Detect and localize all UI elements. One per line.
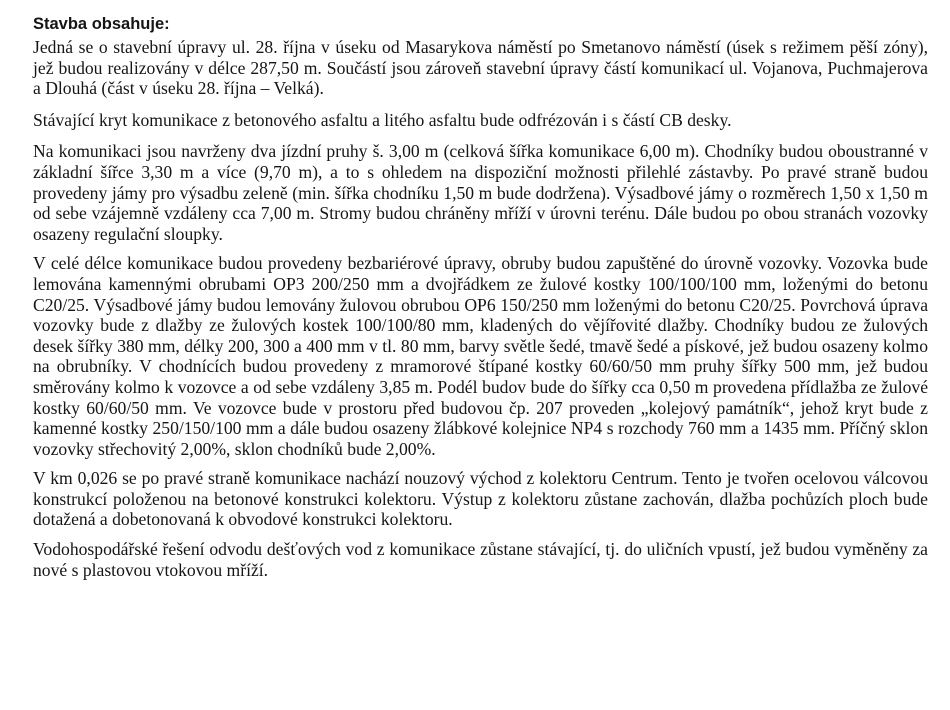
paragraph-materials: V celé délce komunikace budou provedeny bezbariérové úpravy, obruby budou zapuštěné do úrovně vozovky. Vozovka bude lemována kamennými obrubami OP3 200/250 mm a dvojřádkem ze žulové kostky 100/100/100 mm, loženými do betonu C20/25. Výsadbové jámy budou lemovány žulovou obrubou OP6 150/250 mm loženými do betonu C20/25. Povrchová úprava vozovky bude z dlažby ze žulových kostek 100/100/80 mm, kladených do vějířovité dlažby. Chodníky budou ze žulových desek šířky 380 mm, délky 200, 300 a 400 mm v tl. 80 mm, barvy světle šedé, tmavě šedé a pískové, jež budou osazeny kolmo na obrubníky. V chodnících budou provedeny z mramorové štípané kostky 60/60/50 mm pruhy šířky 500 mm, jež budou směrovány kolmo k vozovce a od sebe vzdáleny 3,85 m. Podél budov bude do šířky cca 0,50 m provedena přídlažba ze žulové kostky 60/60/50 mm. Ve vozovce bude v prostoru před budovou čp. 207 proveden „kolejový památník“, jehož kryt bude z kamenné kostky 250/150/100 mm a dále budou osazeny žlábkové kolejnice NP4 s rozchody 760 mm a 1435 mm. Příčný sklon vozovky střechovitý 2,00%, sklon chodníků bude 2,00%. bbox=[33, 253, 928, 459]
paragraph-lanes-sidewalks: Na komunikaci jsou navrženy dva jízdní pruhy š. 3,00 m (celková šířka komunikace 6,00 m). Chodníky budou oboustranné v základní šířce 3,30 m a více (9,70 m), a to s ohledem na dispoziční možnosti přilehlé zástavby. Po pravé straně budou provedeny jámy pro výsadbu zeleně (min. šířka chodníku 1,50 m bude dodržena). Výsadbové jámy o rozměrech 1,50 x 1,50 m od sebe vzájemně vzdáleny cca 7,00 m. Stromy budou chráněny mříží v úrovni terénu. Dále budou po obou stranách vozovky osazeny regulační sloupky. bbox=[33, 141, 928, 244]
paragraph-drainage: Vodohospodářské řešení odvodu dešťových vod z komunikace zůstane stávající, tj. do uličních vpustí, jež budou vyměněny za nové s plastovou vtokovou mříží. bbox=[33, 539, 928, 580]
section-heading: Stavba obsahuje: bbox=[33, 15, 170, 33]
paragraph-existing-surface: Stávající kryt komunikace z betonového asfaltu a litého asfaltu bude odfrézován i s částí CB desky. bbox=[33, 109, 732, 130]
paragraph-emergency-exit: V km 0,026 se po pravé straně komunikace nachází nouzový východ z kolektoru Centrum. Tento je tvořen ocelovou válcovou konstrukcí položenou na betonové konstrukci kolektoru. Výstup z kolektoru zůstane zachován, dlažba pochůzích ploch bude dotažená a dobetonovaná k obvodové konstrukci kolektoru. bbox=[33, 468, 928, 530]
paragraph-scope: Jedná se o stavební úpravy ul. 28. října v úseku od Masarykova náměstí po Smetanovo náměstí (úsek s režimem pěší zóny), jež budou realizovány v délce 287,50 m. Součástí jsou zároveň stavební úpravy částí komunikací ul. Vojanova, Puchmajerova a Dlouhá (část v úseku 28. října – Velká). bbox=[33, 37, 928, 99]
